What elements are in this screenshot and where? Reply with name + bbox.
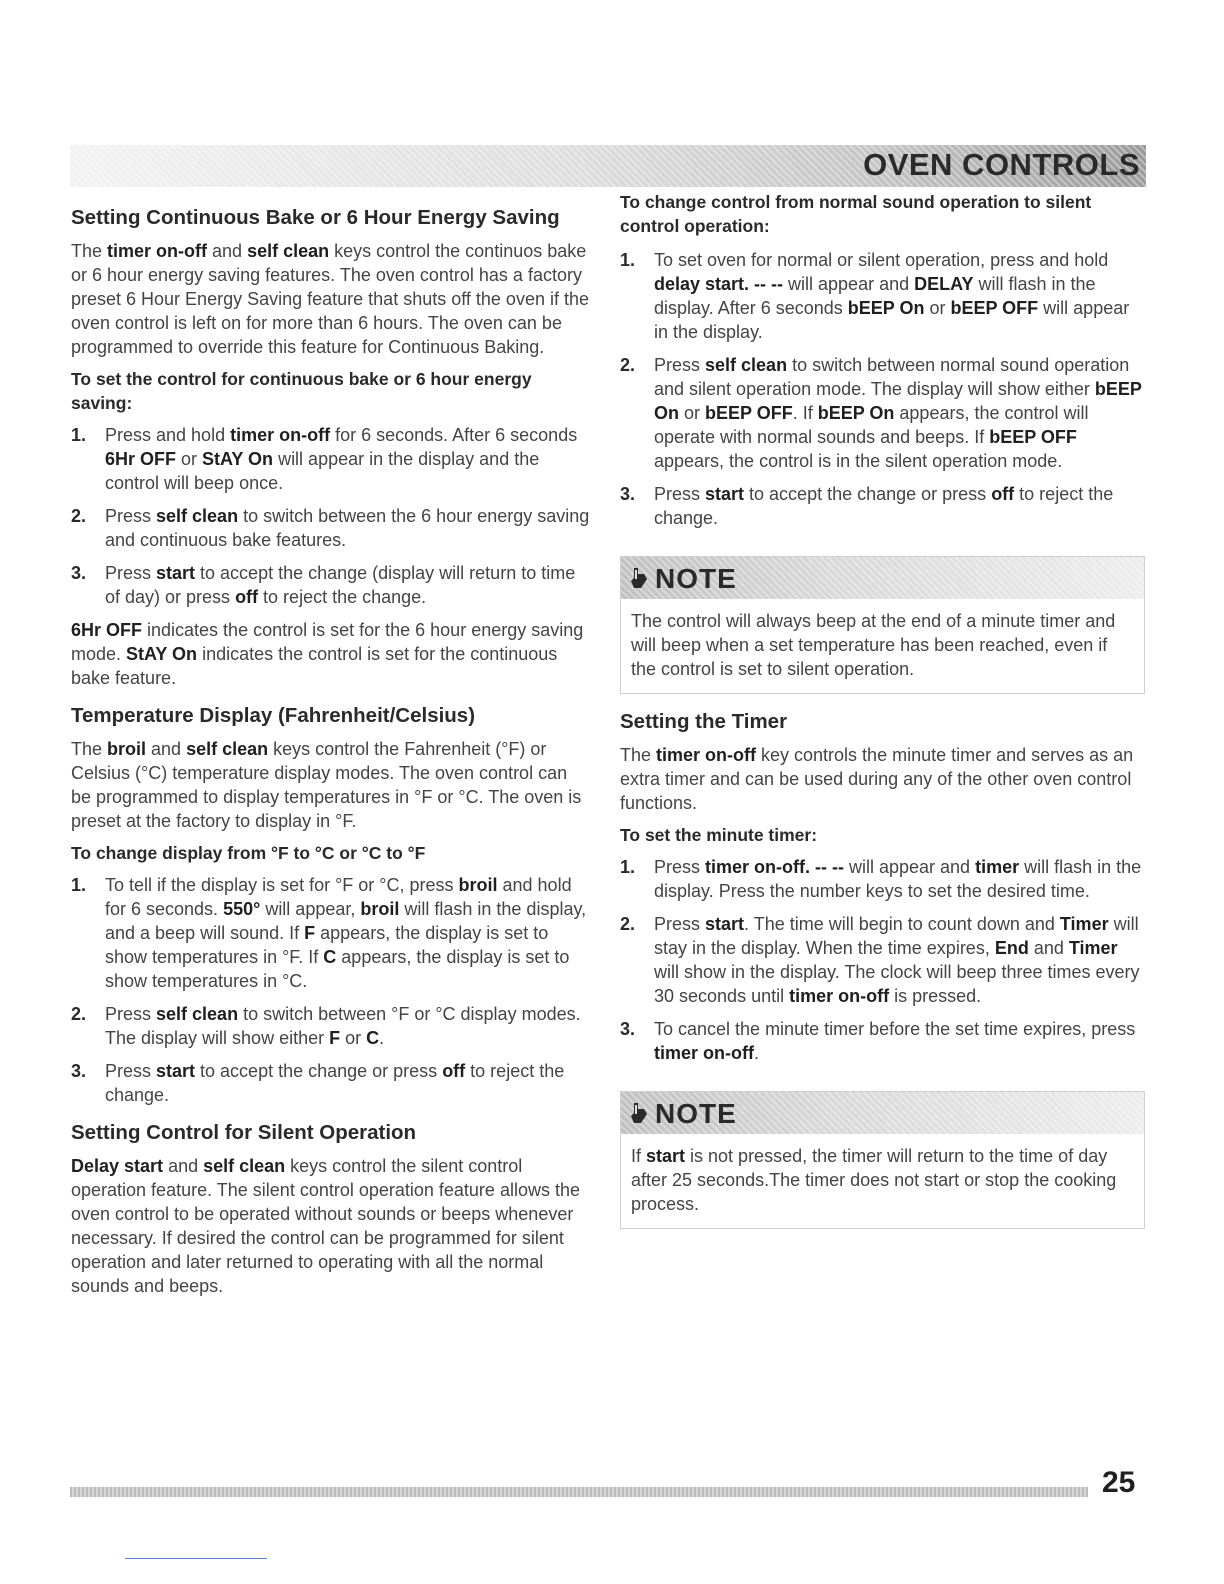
paragraph-continuous-bake-intro: The timer on-off and self clean keys control the continuos bake or 6 hour energy saving features. The oven control has a factory preset 6 Hour Energy Saving feature that shuts off the oven if the oven control is left on for more than 6 hours. The oven can be programmed to override this feature for Continuous Baking. — [71, 241, 589, 357]
note-box-beep — [620, 556, 1145, 694]
list-item: 2. Press self clean to switch between normal sound operation and silent operation mode. The display will show either bEEP On or bEEP OFF. If bEEP On appears, the control will operate with normal sounds and beeps. If bEEP OFF appears, the control is in the silent operation mode. — [620, 355, 1142, 471]
paragraph-temperature-intro: The broil and self clean keys control the Fahrenheit (°F) or Celsius (°C) temperature display modes. The oven control can be programmed to display temperatures in °F or °C. The oven is preset at the factory to display in °F. — [71, 739, 582, 831]
list-item: 2. Press start. The time will begin to count down and Timer will stay in the display. When the time expires, End and Timer will show in the display. The clock will beep three times every 30 seconds until timer on-off is pressed. — [620, 914, 1140, 1006]
steps-temperature — [71, 873, 591, 1107]
left-column — [71, 190, 591, 1306]
right-column — [620, 190, 1145, 1229]
steps-timer — [620, 855, 1145, 1065]
subheading-timer: To set the minute timer: — [620, 825, 818, 845]
subheading-temperature: To change display from °F to °C or °C to °F — [71, 843, 426, 863]
note-box-timer — [620, 1091, 1145, 1229]
section-title-temperature-display: Temperature Display (Fahrenheit/Celsius) — [71, 704, 476, 727]
note-pointer-icon — [629, 567, 649, 594]
page-number: 25 — [1102, 1466, 1136, 1499]
section-title-continuous-bake: Setting Continuous Bake or 6 Hour Energy Saving — [71, 206, 560, 229]
note-label: NOTE — [655, 1098, 737, 1129]
note-pointer-icon — [629, 1102, 649, 1129]
list-item: 1. To set oven for normal or silent operation, press and hold delay start. -- -- will appear and DELAY will flash in the display. After 6 seconds bEEP On or bEEP OFF will appear in the display. — [620, 250, 1130, 342]
list-item: 1. To tell if the display is set for °F or °C, press broil and hold for 6 seconds. 550° will appear, broil will flash in the display, and a beep will sound. If F appears, the display is set to show temperatures in °F. If C appears, the display is set to show temperatures in °C. — [71, 875, 587, 991]
list-item: 2. Press self clean to switch between the 6 hour energy saving and continuous bake features. — [71, 506, 590, 550]
note-text: The control will always beep at the end of a minute timer and will beep when a set temperature has been reached, even if the control is set to silent operation. — [631, 611, 1116, 679]
note-header — [621, 557, 1144, 599]
section-title-timer: Setting the Timer — [620, 710, 788, 733]
footer-rule — [70, 1487, 1088, 1497]
list-item: 3. Press start to accept the change or press off to reject the change. — [71, 1061, 565, 1105]
paragraph-continuous-bake-outro: 6Hr OFF indicates the control is set for the 6 hour energy saving mode. StAY On indicates the control is set for the continuous bake feature. — [71, 620, 584, 688]
page-title: OVEN CONTROLS — [863, 147, 1140, 182]
list-item: 1. Press and hold timer on-off for 6 seconds. After 6 seconds 6Hr OFF or StAY On will appear in the display and the control will beep once. — [71, 425, 578, 493]
paragraph-silent-intro: Delay start and self clean keys control the silent control operation feature. The silent control operation feature allows the oven control to be operated without sounds or beeps whenever necessary. If desired the control can be programmed for silent operation and later returned to operating with all the normal sounds and beeps. — [71, 1156, 580, 1296]
paragraph-timer-intro: The timer on-off key controls the minute timer and serves as an extra timer and can be used during any of the other oven control functions. — [620, 745, 1134, 813]
list-item: 1. Press timer on-off. -- -- will appear and timer will flash in the display. Press the number keys to set the desired time. — [620, 857, 1142, 901]
section-title-silent-operation: Setting Control for Silent Operation — [71, 1121, 417, 1144]
steps-continuous-bake — [71, 423, 591, 609]
list-item: 2. Press self clean to switch between °F or °C display modes. The display will show either F or C. — [71, 1004, 581, 1048]
steps-silent-operation — [620, 248, 1145, 530]
subheading-silent-operation: To change control from normal sound operation to silent control operation: — [620, 192, 1092, 236]
list-item: 3. Press start to accept the change (display will return to time of day) or press off to reject the change. — [71, 563, 576, 607]
header-band — [70, 145, 1146, 187]
list-item: 3. To cancel the minute timer before the set time expires, press timer on-off. — [620, 1019, 1136, 1063]
subheading-continuous-bake: To set the control for continuous bake or 6 hour energy saving: — [71, 369, 532, 413]
note-header — [621, 1092, 1144, 1134]
list-item: 3. Press start to accept the change or press off to reject the change. — [620, 484, 1114, 528]
note-text: If start is not pressed, the timer will return to the time of day after 25 seconds.The timer does not start or stop the cooking process. — [631, 1146, 1117, 1214]
bottom-underline — [125, 1558, 267, 1559]
note-label: NOTE — [655, 563, 737, 594]
